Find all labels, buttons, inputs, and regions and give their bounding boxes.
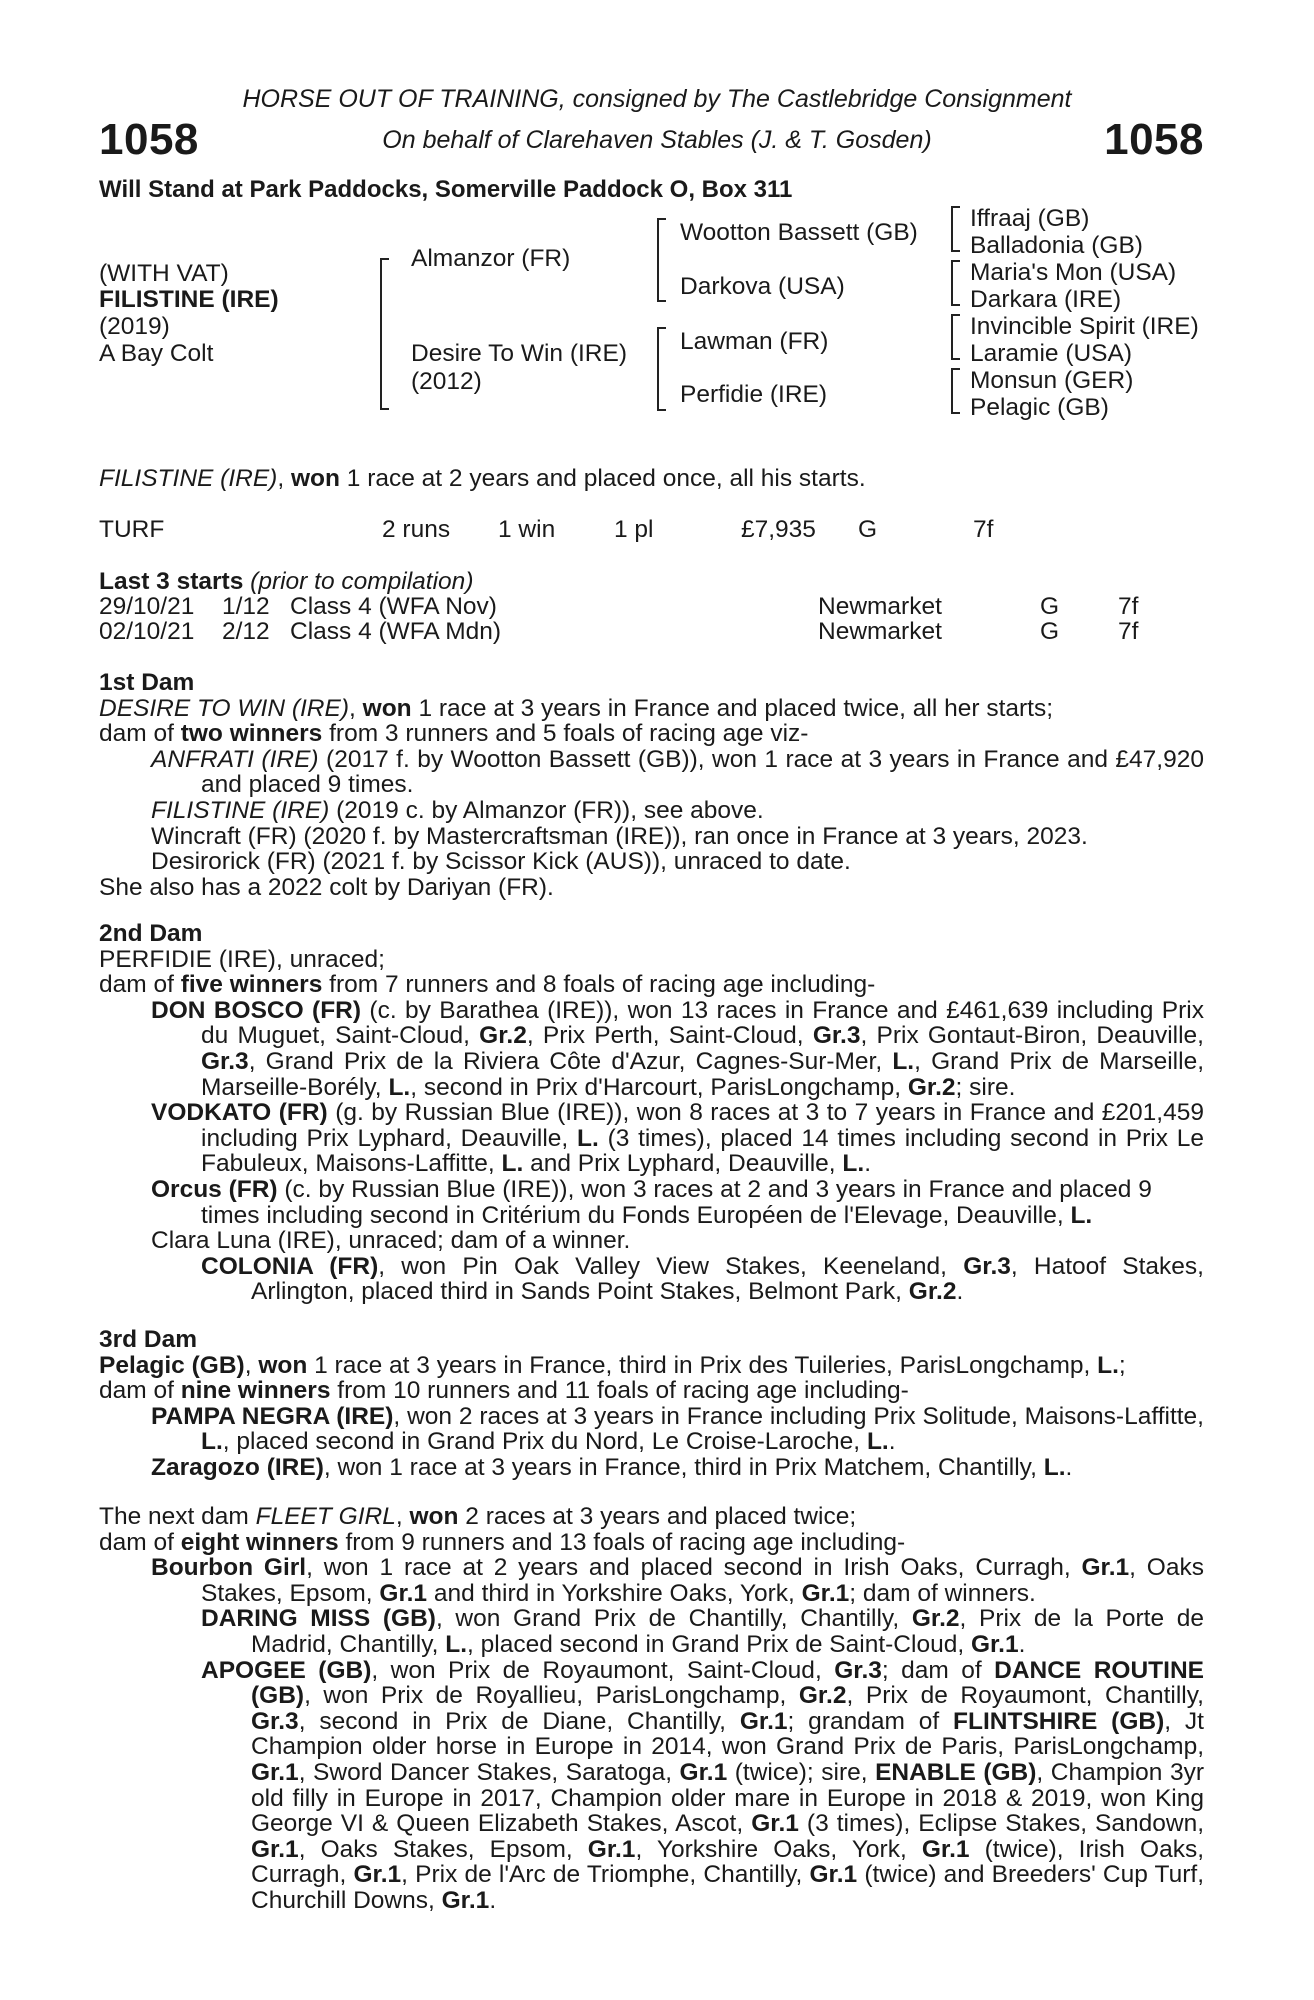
pedigree-brace-dam bbox=[657, 327, 666, 411]
pedigree-dam-year: (2012) bbox=[411, 368, 482, 395]
turf-wins: 1 win bbox=[498, 516, 556, 543]
first-dam-record: DESIRE TO WIN (IRE), won 1 race at 3 years in France and placed twice, all her starts; bbox=[99, 694, 1054, 722]
first-dam-produce-item: Wincraft (FR) (2020 f. by Mastercraftsman (IRE)), ran once in France at 3 years, 2023. bbox=[151, 822, 1088, 850]
start-going: G bbox=[1040, 618, 1060, 645]
first-dam-produce-summary: dam of two winners from 3 runners and 5 foals of racing age viz- bbox=[99, 720, 809, 748]
first-dam-section bbox=[99, 670, 1204, 900]
pedigree-ssd: Balladonia (GB) bbox=[970, 232, 1143, 259]
start-pos: 1/12 bbox=[222, 593, 270, 620]
pedigree-dam-dam: Perfidie (IRE) bbox=[680, 381, 828, 408]
vendor-line: On behalf of Clarehaven Stables (J. & T. Gosden) bbox=[382, 126, 932, 154]
second-dam-produce-summary: dam of five winners from 7 runners and 8 foals of racing age including- bbox=[99, 971, 876, 999]
pedigree-brace-ss bbox=[951, 206, 960, 252]
pedigree-ddd: Pelagic (GB) bbox=[970, 394, 1109, 421]
first-dam-produce-item: FILISTINE (IRE) (2019 c. by Almanzor (FR)), see above. bbox=[151, 796, 764, 824]
fourth-dam-record: The next dam FLEET GIRL, won 2 races at 3 years and placed twice; bbox=[99, 1503, 857, 1530]
start-pos: 2/12 bbox=[222, 618, 270, 645]
turf-prize: £7,935 bbox=[741, 516, 816, 543]
start-dist: 7f bbox=[1118, 618, 1139, 645]
pedigree-brace-sire bbox=[657, 218, 666, 302]
pedigree-sire: Almanzor (FR) bbox=[411, 245, 571, 272]
pedigree-sds: Maria's Mon (USA) bbox=[970, 259, 1177, 286]
pedigree-brace-dd bbox=[951, 368, 960, 414]
turf-surface: TURF bbox=[99, 516, 165, 543]
second-dam-record: PERFIDIE (IRE), unraced; bbox=[99, 945, 385, 973]
first-dam-produce-item: ANFRATI (IRE) (2017 f. by Wootton Bassett (GB)), won 1 race at 3 years in France and £47,920 and placed 9 times. bbox=[151, 745, 1204, 799]
start-date: 02/10/21 bbox=[99, 618, 195, 645]
first-dam-produce-item: Desirorick (FR) (2021 f. by Scissor Kick (AUS)), unraced to date. bbox=[151, 848, 851, 876]
start-going: G bbox=[1040, 593, 1060, 620]
third-dam-section bbox=[99, 1327, 1204, 1481]
start-course: Newmarket bbox=[818, 618, 942, 645]
pedigree-sire-sire: Wootton Bassett (GB) bbox=[680, 219, 918, 246]
pedigree-brace-ds bbox=[951, 314, 960, 360]
start-dist: 7f bbox=[1118, 593, 1139, 620]
third-dam-produce-summary: dam of nine winners from 10 runners and 11 foals of racing age including- bbox=[99, 1377, 909, 1405]
first-dam-heading: 1st Dam bbox=[99, 669, 195, 696]
horse-name: FILISTINE (IRE) bbox=[99, 286, 279, 313]
start-race: Class 4 (WFA Mdn) bbox=[290, 618, 502, 645]
turf-runs: 2 runs bbox=[382, 516, 451, 543]
pedigree-dam: Desire To Win (IRE) bbox=[411, 340, 628, 367]
last-starts-heading: Last 3 starts (prior to compilation) bbox=[99, 568, 474, 595]
pedigree-sire-dam: Darkova (USA) bbox=[680, 273, 845, 300]
first-dam-note: She also has a 2022 colt by Dariyan (FR). bbox=[99, 873, 554, 901]
start-race: Class 4 (WFA Nov) bbox=[290, 593, 497, 620]
second-dam-heading: 2nd Dam bbox=[99, 920, 203, 947]
lot-number-left: 1058 bbox=[99, 115, 199, 164]
pedigree-brace-sd bbox=[951, 260, 960, 306]
turf-distance: 7f bbox=[973, 516, 994, 543]
fourth-dam-grandproduce-item: DARING MISS (GB), won Grand Prix de Chantilly, Chantilly, Gr.2, Prix de la Porte de Madrid, Chantilly, L., placed second in Grand Prix de Saint-Cloud, Gr.1. bbox=[201, 1605, 1204, 1658]
third-dam-heading: 3rd Dam bbox=[99, 1326, 198, 1353]
fourth-dam-section bbox=[99, 1504, 1204, 1914]
turf-going: G bbox=[858, 516, 878, 543]
fourth-dam-produce-item: Bourbon Girl, won 1 race at 2 years and placed second in Irish Oaks, Curragh, Gr.1, Oaks Stakes, Epsom, Gr.1 and third in Yorkshire Oaks, York, Gr.1; dam of winners. bbox=[151, 1554, 1204, 1607]
start-course: Newmarket bbox=[818, 593, 942, 620]
pedigree-brace-main bbox=[380, 258, 389, 410]
pedigree-dsd: Laramie (USA) bbox=[970, 340, 1133, 367]
horse-year: (2019) bbox=[99, 313, 170, 340]
start-date: 29/10/21 bbox=[99, 593, 195, 620]
second-dam-grandproduce-item: COLONIA (FR), won Pin Oak Valley View Stakes, Keeneland, Gr.3, Hatoof Stakes, Arlington, placed third in Sands Point Stakes, Belmont Park, Gr.2. bbox=[201, 1252, 1204, 1306]
second-dam-section bbox=[99, 921, 1204, 1305]
horse-description: A Bay Colt bbox=[99, 340, 214, 367]
consignor-line: HORSE OUT OF TRAINING, consigned by The Castlebridge Consignment bbox=[242, 85, 1072, 113]
vat-note: (WITH VAT) bbox=[99, 260, 229, 287]
pedigree-sdd: Darkara (IRE) bbox=[970, 286, 1122, 313]
second-dam-produce-item: Orcus (FR) (c. by Russian Blue (IRE)), won 3 races at 2 and 3 years in France and placed 9 times including second in Critérium du Fonds Européen de l'Elevage, Deauville, L. bbox=[151, 1175, 1152, 1229]
third-dam-produce-item: Zaragozo (IRE), won 1 race at 3 years in France, third in Prix Matchem, Chantilly, L.. bbox=[151, 1453, 1073, 1481]
race-summary: FILISTINE (IRE), won 1 race at 2 years and placed once, all his starts. bbox=[99, 465, 866, 492]
second-dam-produce-item: Clara Luna (IRE), unraced; dam of a winner. bbox=[151, 1227, 631, 1255]
pedigree-sss: Iffraaj (GB) bbox=[970, 205, 1090, 232]
stabling-location: Will Stand at Park Paddocks, Somerville Paddock O, Box 311 bbox=[99, 176, 793, 203]
third-dam-record: Pelagic (GB), won 1 race at 3 years in France, third in Prix des Tuileries, ParisLongchamp, L.; bbox=[99, 1351, 1126, 1379]
pedigree-dds: Monsun (GER) bbox=[970, 367, 1134, 394]
turf-places: 1 pl bbox=[614, 516, 654, 543]
fourth-dam-grandproduce-item: APOGEE (GB), won Prix de Royaumont, Saint-Cloud, Gr.3; dam of DANCE ROUTINE (GB), won Prix de Royallieu, ParisLongchamp, Gr.2, Prix de Royaumont, Chantilly, Gr.3, second in Prix de Diane, Chantilly, Gr.1; grandam of FLINTSHIRE (GB), Jt Champion older horse in Europe in 2014, won Grand Prix de Paris, ParisLongchamp, Gr.1, Sword Dancer Stakes, Saratoga, Gr.1 (twice); sire, ENABLE (GB), Champion 3yr old filly in Europe in 2017, Champion older mare in Europe in 2018 & 2019, won King George VI & Queen Elizabeth Stakes, Ascot, Gr.1 (3 times), Eclipse Stakes, Sandown, Gr.1, Oaks Stakes, Epsom, Gr.1, Yorkshire Oaks, York, Gr.1 (twice), Irish Oaks, Curragh, Gr.1, Prix de l'Arc de Triomphe, Chantilly, Gr.1 (twice) and Breeders' Cup Turf, Churchill Downs, Gr.1. bbox=[201, 1656, 1205, 1914]
third-dam-produce-item: PAMPA NEGRA (IRE), won 2 races at 3 years in France including Prix Solitude, Maisons-Laffitte, L., placed second in Grand Prix du Nord, Le Croise-Laroche, L.. bbox=[151, 1402, 1204, 1456]
second-dam-produce-item: VODKATO (FR) (g. by Russian Blue (IRE)), won 8 races at 3 to 7 years in France and £201,459 including Prix Lyphard, Deauville, L. (3 times), placed 14 times including second in Prix Le Fabuleux, Maisons-Laffitte, L. and Prix Lyphard, Deauville, L.. bbox=[151, 1099, 1204, 1178]
second-dam-produce-item: DON BOSCO (FR) (c. by Barathea (IRE)), won 13 races in France and £461,639 including Prix du Muguet, Saint-Cloud, Gr.2, Prix Perth, Saint-Cloud, Gr.3, Prix Gontaut-Biron, Deauville, Gr.3, Grand Prix de la Riviera Côte d'Azur, Cagnes-Sur-Mer, L., Grand Prix de Marseille, Marseille-Borély, L., second in Prix d'Harcourt, ParisLongchamp, Gr.2; sire. bbox=[151, 996, 1204, 1101]
fourth-dam-produce-summary: dam of eight winners from 9 runners and 13 foals of racing age including- bbox=[99, 1528, 906, 1556]
pedigree-dam-sire: Lawman (FR) bbox=[680, 328, 829, 355]
pedigree-dss: Invincible Spirit (IRE) bbox=[970, 313, 1199, 340]
lot-number-right: 1058 bbox=[1104, 115, 1204, 164]
